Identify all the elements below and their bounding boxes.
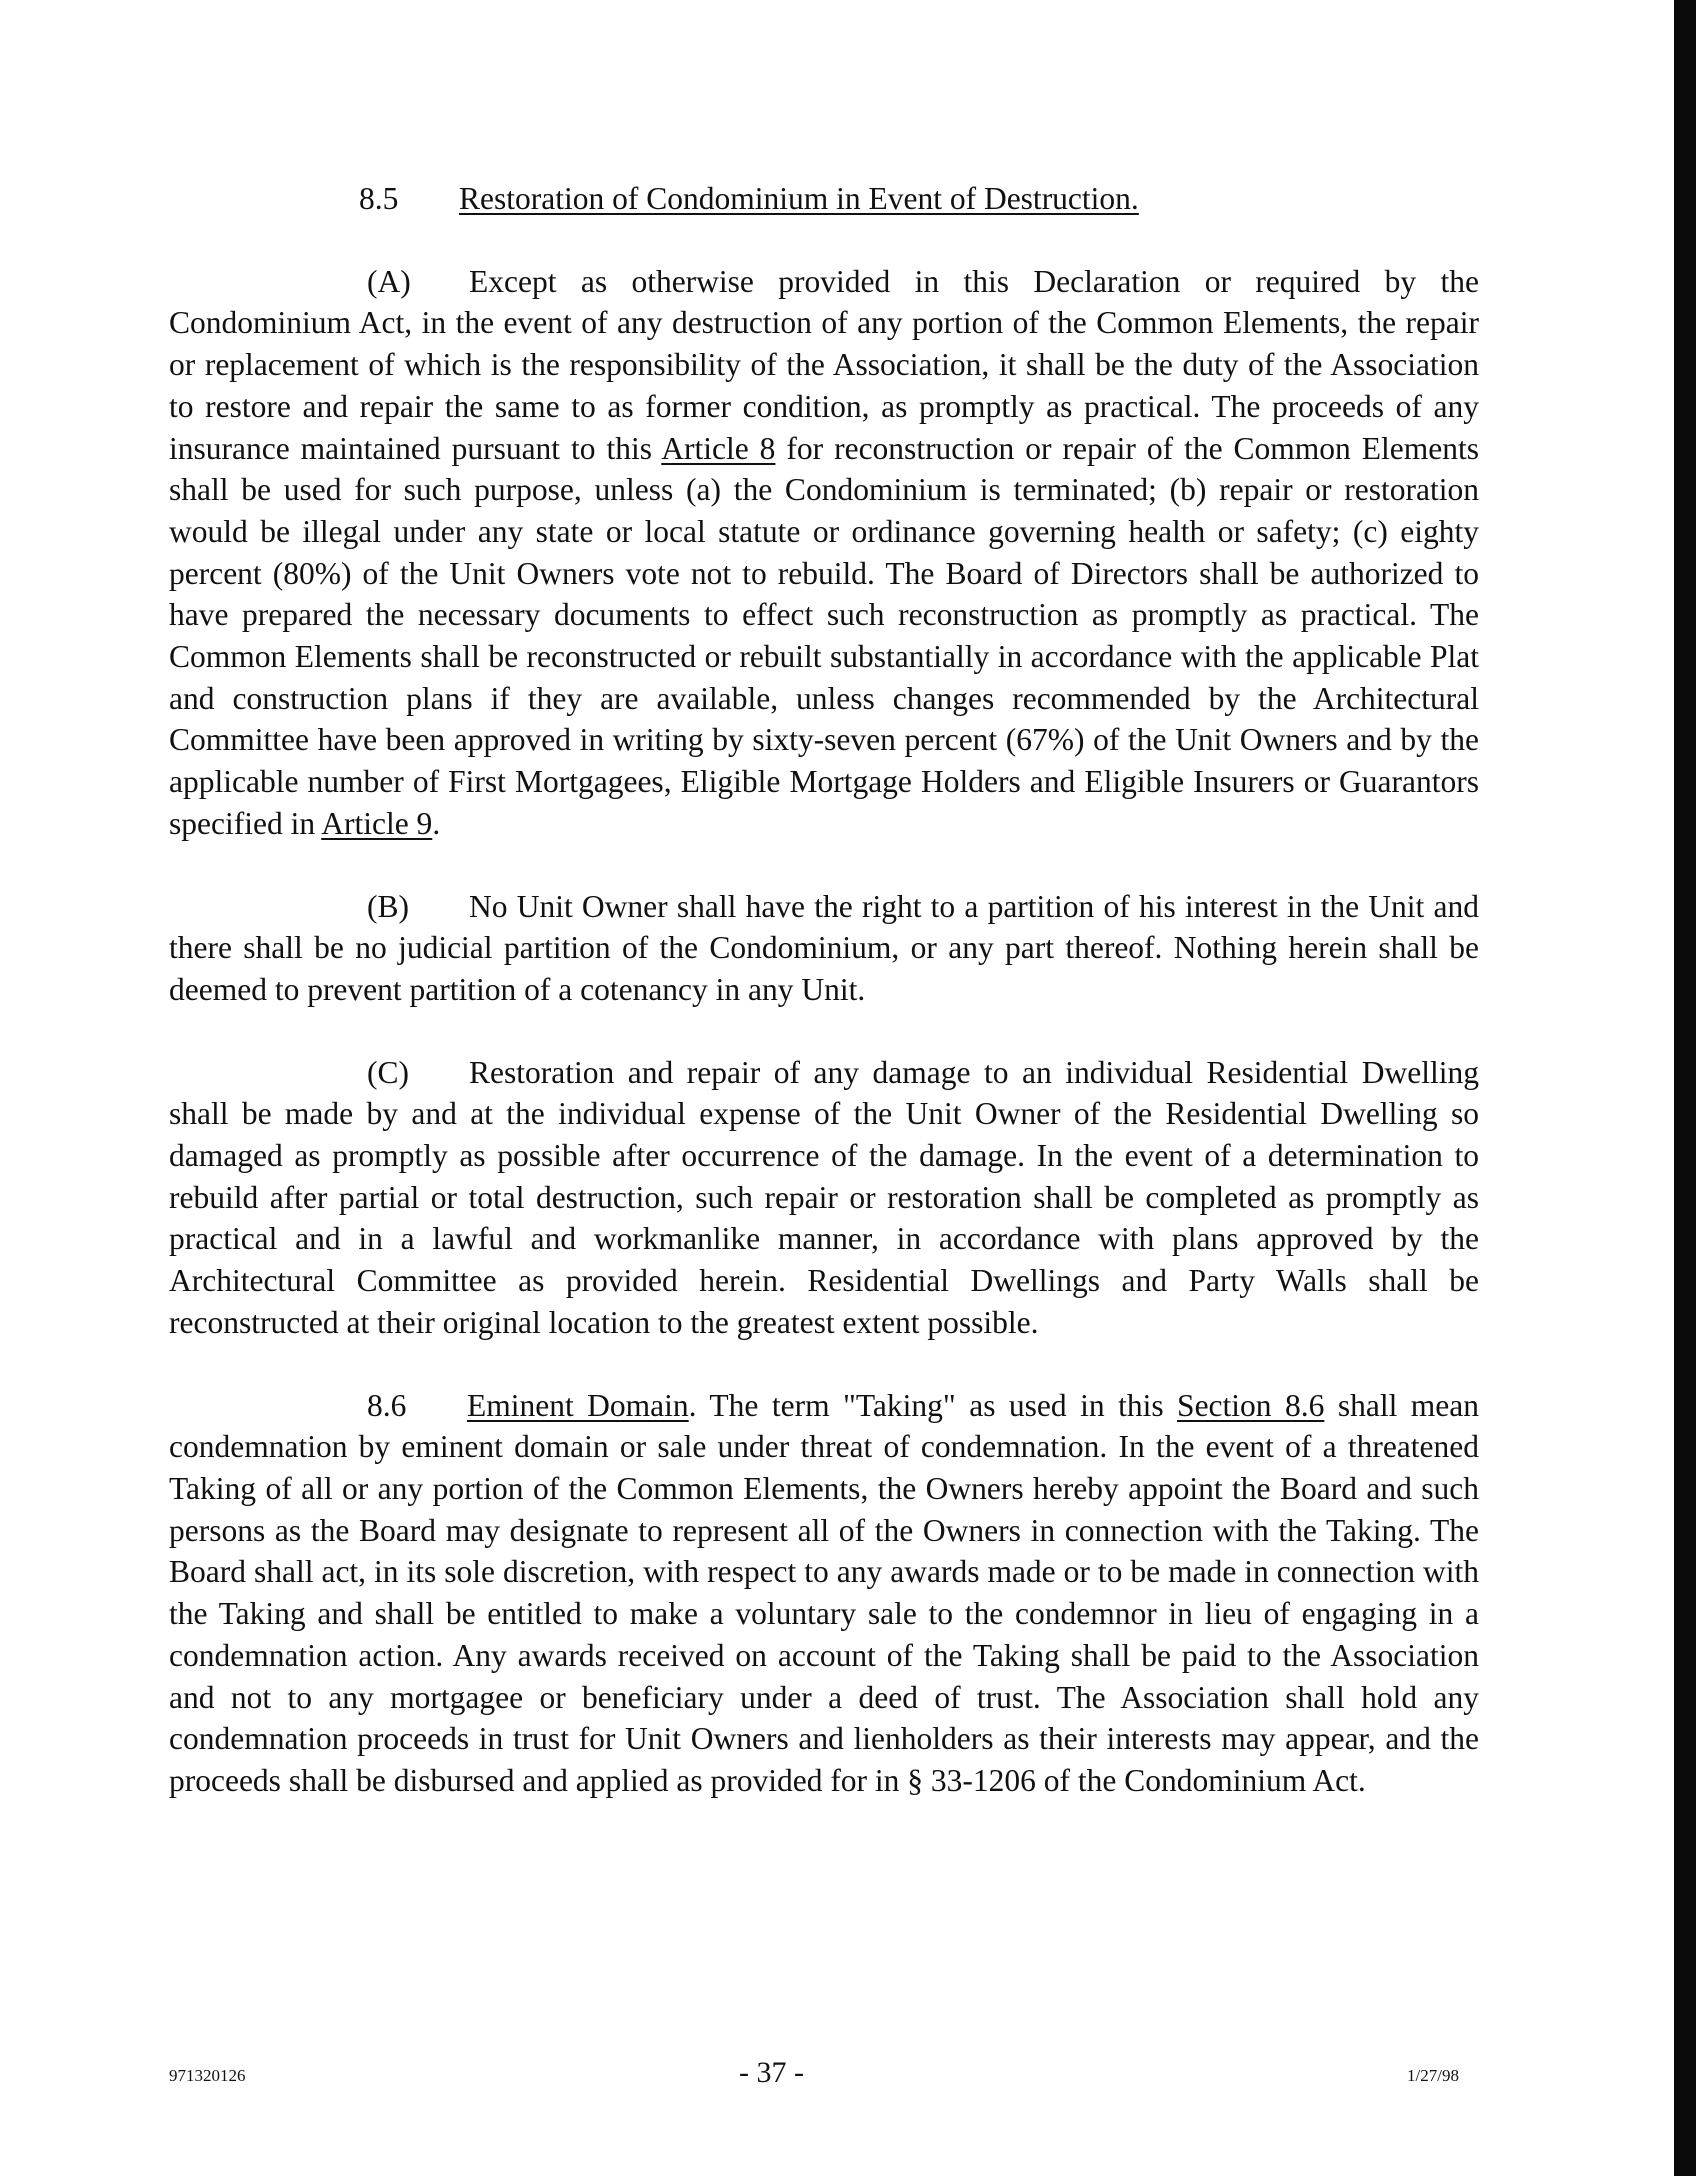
section-8-6-text-2: shall mean condemnation by eminent domain or sale under threat of condemnation. In the event of a threatened Taking of all or any portion of the Common Elements, the Owners hereby appoint the Board and such persons as the Board may designate to represent all of the Owners in connection with the Taking. The Board shall act, in its sole discretion, with respect to any awards made or to be made in connection with the Taking and shall be entitled to make a voluntary sale to the condemnor in lieu of engaging in a condemnation action. Any awards received on account of the Taking shall be paid to the Association and not to any mortgagee or beneficiary under a deed of trust. The Association shall hold any condemnation proceeds in trust for Unit Owners and lienholders as their interests may appear, and the proceeds shall be disbursed and applied as provided for in § 33-1206 of the Condominium Act. (169, 1387, 1479, 1798)
paragraph-c (169, 1052, 1479, 1344)
paragraph-a-text-1: Except as otherwise provided in this Declaration or required by the Condominium Act, in the event of any destruction of any portion of the Common Elements, the repair or replacement of which is the responsibility of the Association, it shall be the duty of the Association to restore and repair the same to as former condition, as promptly as practical. The proceeds of any insurance maintained pursuant to this (169, 263, 1479, 466)
section-8-5-heading (169, 178, 1479, 220)
paragraph-c-tag: (C) (367, 1054, 409, 1090)
paragraph-a (169, 261, 1479, 845)
paragraph-a-tag: (A) (367, 263, 411, 299)
section-8-5-number: 8.5 (359, 181, 399, 216)
page-footer (169, 2056, 1459, 2096)
scan-edge-bar (1674, 0, 1696, 2176)
document-page (169, 178, 1479, 1843)
document-number: 971320126 (169, 2066, 246, 2085)
section-8-6-ref-link: Section 8.6 (1177, 1387, 1325, 1423)
paragraph-b-text: No Unit Owner shall have the right to a partition of his interest in the Unit and there shall be no judicial partition of the Condominium, or any part thereof. Nothing herein shall be deemed to prevent partition of a cotenancy in any Unit. (169, 888, 1479, 1007)
section-8-6-title: Eminent Domain (467, 1387, 689, 1423)
section-8-6-number: 8.6 (367, 1387, 407, 1423)
paragraph-a-text-2: for reconstruction or repair of the Common Elements shall be used for such purpose, unless (a) the Condominium is terminated; (b) repair or restoration would be illegal under any state or local statute or ordinance governing health or safety; (c) eighty percent (80%) of the Unit Owners vote not to rebuild. The Board of Directors shall be authorized to have prepared the necessary documents to effect such reconstruction as promptly as practical. The Common Elements shall be reconstructed or rebuilt substantially in accordance with the applicable Plat and construction plans if they are available, unless changes recommended by the Architectural Committee have been approved in writing by sixty-seven percent (67%) of the Unit Owners and by the applicable number of First Mortgagees, Eligible Mortgage Holders and Eligible Insurers or Guarantors specified in (169, 430, 1479, 841)
paragraph-c-text: Restoration and repair of any damage to an individual Residential Dwelling shall be made by and at the individual expense of the Unit Owner of the Residential Dwelling so damaged as promptly as possible after occurrence of the damage. In the event of a determination to rebuild after partial or total destruction, such repair or restoration shall be completed as promptly as practical and in a lawful and workmanlike manner, in accordance with plans approved by the Architectural Committee as provided herein. Residential Dwellings and Party Walls shall be reconstructed at their original location to the greatest extent possible. (169, 1054, 1479, 1340)
paragraph-b-tag: (B) (367, 888, 409, 924)
paragraph-a-text-3: . (432, 805, 441, 841)
document-date: 1/27/98 (1407, 2066, 1459, 2085)
paragraph-b (169, 886, 1479, 1011)
article-8-link: Article 8 (661, 430, 776, 466)
article-9-link: Article 9 (321, 805, 433, 841)
section-8-5-title: Restoration of Condominium in Event of Destruction. (459, 181, 1139, 216)
section-8-6-text-1: . The term "Taking" as used in this (688, 1387, 1178, 1423)
page-number: - 37 - (739, 2056, 804, 2089)
section-8-6-paragraph (169, 1385, 1479, 1802)
